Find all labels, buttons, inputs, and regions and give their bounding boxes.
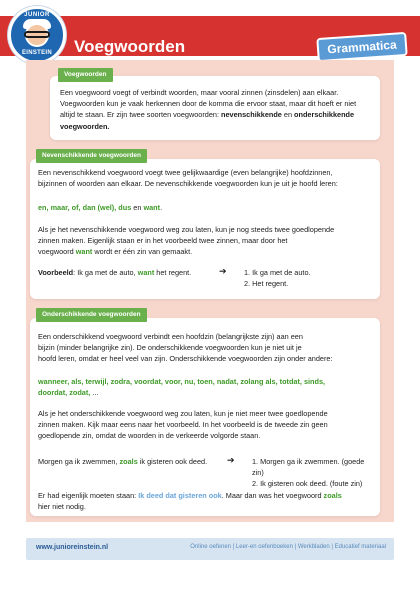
- onderschikkend-results: 1. Morgen ga ik zwemmen. (goede zin) 2. Ik gisteren ook deed. (foute zin): [252, 457, 365, 489]
- nevenschikkend-explanation: Als je het nevenschikkende voegwoord weg zou laten, kun je nog steeds twee goedlopende zinnen maken. Eigenlijk staan er in het voorbeeld twee zinnen, maar door het voegwoord want wordt er één zin van gemaakt.: [38, 225, 335, 257]
- onderschikkend-explanation: Als je het onderschikkende voegwoord weg zou laten, kun je niet meer twee goedlopende zinnen maken. Kijk maar eens naar het voorbeeld. In het voorbeeld is de tweede zin geen goedlopende zin, omdat de woorden in de verkeerde volgorde staan.: [38, 409, 328, 441]
- nevenschikkend-results: 1. Ik ga met de auto. 2. Het regent.: [244, 268, 311, 289]
- arrow-icon: ➔: [219, 266, 227, 276]
- footer-bar: [26, 538, 394, 560]
- section-label-nevenschikkend: Nevenschikkende voegwoorden: [36, 149, 147, 163]
- logo-glasses-icon: [24, 31, 50, 38]
- onderschikkend-words: wanneer, als, terwijl, zodra, voordat, voor, nu, toen, nadat, zolang als, totdat, sinds, doordat, zodat, ...: [38, 377, 326, 398]
- category-tag: Grammatica: [316, 32, 407, 62]
- nevenschikkend-words: en, maar, of, dan (wel), dus en want.: [38, 203, 163, 212]
- nevenschikkend-example: Voorbeeld: Ik ga met de auto, want het regent.: [38, 268, 192, 277]
- footer-url-link[interactable]: www.junioreinstein.nl: [36, 544, 109, 551]
- arrow-icon: ➔: [227, 455, 235, 465]
- logo-text-top: JUNIOR: [24, 12, 50, 18]
- junior-einstein-logo[interactable]: [8, 6, 66, 64]
- nevenschikkend-intro: Een nevenschikkend voegwoord voegt twee gelijkwaardige (even belangrijke) hoofdzinnen, bijzinnen of woorden aan elkaar. De nevenschikkende voegwoorden kun je uit je hoofd leren:: [38, 168, 338, 189]
- intro-line-4: voegwoorden.: [60, 121, 110, 131]
- section-label-onderschikkend: Onderschikkende voegwoorden: [36, 308, 147, 322]
- page-title: Voegwoorden: [74, 37, 186, 56]
- onderschikkend-example: Morgen ga ik zwemmen, zoals ik gisteren ook deed.: [38, 457, 208, 466]
- intro-line-2: Voegwoorden kun je vaak herkennen door de komma die ervoor staat, maar dit hoeft er niet: [60, 99, 357, 109]
- intro-text: [60, 87, 380, 132]
- onderschikkend-intro: Een onderschikkend voegwoord verbindt een hoofdzin (belangrijkste zijn) aan een bijzin (minder belangrijke zin). De onderschikkende voegwoorden kun je niet uit je hoofd leren, omdat er heel veel van zijn. Onderschikkende voegwoorden zijn onder andere:: [38, 332, 333, 364]
- footer-links[interactable]: Online oefenen | Leer-en oefenboeken | Werkbladen | Educatief materiaal: [190, 544, 386, 550]
- section-label-voegwoorden: Voegwoorden: [58, 68, 113, 82]
- intro-line-1: Een voegwoord voegt of verbindt woorden, maar vooral zinnen (zinsdelen) aan elkaar.: [60, 88, 339, 97]
- onderschikkend-conclusion: Er had eigenlijk moeten staan: Ik deed dat gisteren ook. Maar dan was het voegwoord zoals hier niet nodig.: [38, 491, 342, 512]
- intro-line-3: altijd te staan. Er zijn twee soorten voegwoorden: nevenschikkende en onderschikkende: [60, 110, 355, 120]
- logo-text-bottom: EINSTEIN: [21, 50, 53, 56]
